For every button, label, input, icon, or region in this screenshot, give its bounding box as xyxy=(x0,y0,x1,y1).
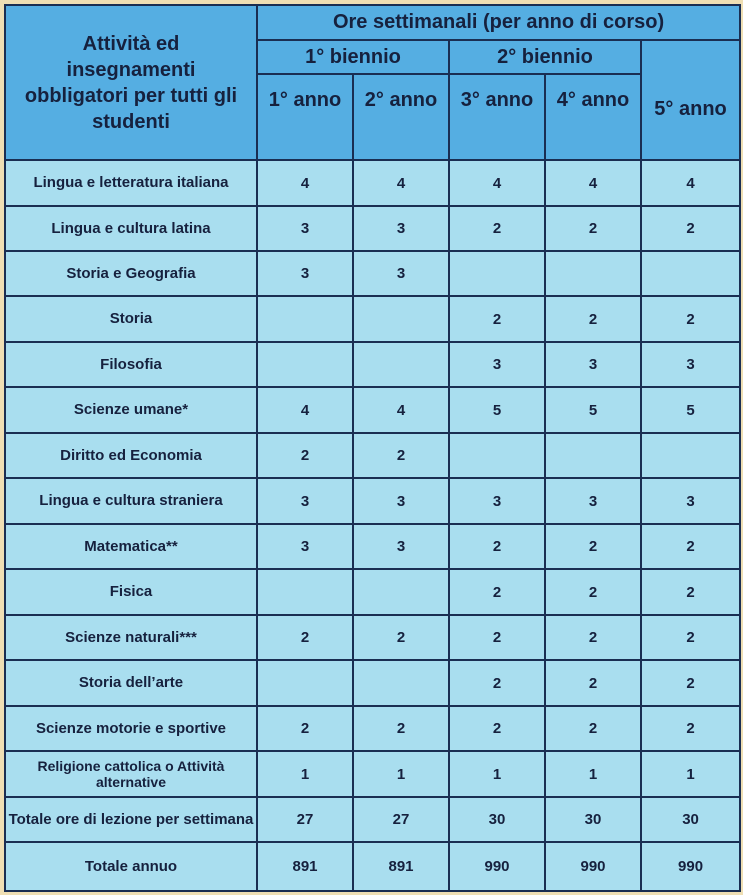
hours-cell-year-1 xyxy=(257,342,353,387)
hours-cell-year-4: 2 xyxy=(545,569,641,615)
weekly-hours-header: Ore settimanali (per anno di corso) xyxy=(257,5,740,40)
hours-cell-year-3 xyxy=(449,251,545,296)
table-row xyxy=(5,524,740,569)
subject-cell: Scienze motorie e sportive xyxy=(5,706,257,751)
biennio-2-header: 2° biennio xyxy=(449,40,641,74)
hours-cell-year-3: 3 xyxy=(449,478,545,524)
subject-cell: Religione cattolica o Attività alternative xyxy=(5,751,257,797)
hours-cell-year-1 xyxy=(257,296,353,342)
hours-cell-year-5: 2 xyxy=(641,206,740,251)
hours-cell-year-5 xyxy=(641,433,740,478)
hours-cell-year-2: 4 xyxy=(353,160,449,206)
hours-cell-year-5: 2 xyxy=(641,660,740,706)
table-row xyxy=(5,478,740,524)
subject-cell: Totale annuo xyxy=(5,842,257,891)
hours-cell-year-4: 3 xyxy=(545,478,641,524)
hours-cell-year-1: 2 xyxy=(257,615,353,660)
table-row xyxy=(5,433,740,478)
table-row xyxy=(5,569,740,615)
hours-cell-year-3: 3 xyxy=(449,342,545,387)
hours-cell-year-1: 27 xyxy=(257,797,353,842)
year-3-header: 3° anno xyxy=(449,74,545,160)
hours-cell-year-5: 1 xyxy=(641,751,740,797)
hours-cell-year-3: 2 xyxy=(449,569,545,615)
hours-cell-year-3: 2 xyxy=(449,206,545,251)
table-row xyxy=(5,251,740,296)
table-row xyxy=(5,660,740,706)
corner-header-text: Attività ed insegnamenti obbligatori per tutti gli studenti xyxy=(24,32,238,133)
year-2-header: 2° anno xyxy=(353,74,449,160)
table-row xyxy=(5,342,740,387)
subject-cell: Storia xyxy=(5,296,257,342)
hours-cell-year-3: 2 xyxy=(449,524,545,569)
hours-cell-year-4: 5 xyxy=(545,387,641,433)
hours-cell-year-4: 2 xyxy=(545,615,641,660)
hours-cell-year-3: 2 xyxy=(449,615,545,660)
table-row xyxy=(5,706,740,751)
hours-cell-year-2: 3 xyxy=(353,478,449,524)
hours-cell-year-1: 1 xyxy=(257,751,353,797)
table-row xyxy=(5,751,740,797)
hours-cell-year-2 xyxy=(353,660,449,706)
table-row xyxy=(5,387,740,433)
subject-cell: Scienze umane* xyxy=(5,387,257,433)
table-row xyxy=(5,160,740,206)
hours-cell-year-2: 2 xyxy=(353,706,449,751)
hours-cell-year-5: 2 xyxy=(641,706,740,751)
year-5-header: 5° anno xyxy=(641,40,740,160)
hours-cell-year-1: 3 xyxy=(257,251,353,296)
subject-cell: Scienze naturali*** xyxy=(5,615,257,660)
hours-cell-year-5: 2 xyxy=(641,296,740,342)
hours-cell-year-5: 2 xyxy=(641,524,740,569)
hours-cell-year-5: 5 xyxy=(641,387,740,433)
hours-cell-year-4: 990 xyxy=(545,842,641,891)
subject-cell: Lingua e letteratura italiana xyxy=(5,160,257,206)
hours-cell-year-4: 1 xyxy=(545,751,641,797)
hours-cell-year-4: 3 xyxy=(545,342,641,387)
hours-cell-year-1: 3 xyxy=(257,524,353,569)
hours-cell-year-4 xyxy=(545,251,641,296)
subject-cell: Totale ore di lezione per settimana xyxy=(5,797,257,842)
hours-cell-year-3: 30 xyxy=(449,797,545,842)
hours-cell-year-3: 4 xyxy=(449,160,545,206)
subject-cell: Lingua e cultura straniera xyxy=(5,478,257,524)
year-4-header: 4° anno xyxy=(545,74,641,160)
hours-cell-year-5: 2 xyxy=(641,615,740,660)
hours-cell-year-5: 3 xyxy=(641,478,740,524)
hours-cell-year-4: 2 xyxy=(545,660,641,706)
hours-cell-year-5: 30 xyxy=(641,797,740,842)
hours-cell-year-2: 27 xyxy=(353,797,449,842)
subject-cell: Lingua e cultura latina xyxy=(5,206,257,251)
subject-cell: Storia dell’arte xyxy=(5,660,257,706)
hours-cell-year-1 xyxy=(257,569,353,615)
hours-cell-year-4: 2 xyxy=(545,524,641,569)
table-row xyxy=(5,206,740,251)
year-1-header: 1° anno xyxy=(257,74,353,160)
curriculum-table xyxy=(4,4,741,892)
hours-cell-year-4 xyxy=(545,433,641,478)
biennio-1-header: 1° biennio xyxy=(257,40,449,74)
hours-cell-year-2: 4 xyxy=(353,387,449,433)
hours-cell-year-3: 2 xyxy=(449,706,545,751)
hours-cell-year-1: 3 xyxy=(257,206,353,251)
hours-cell-year-5 xyxy=(641,251,740,296)
hours-cell-year-5: 990 xyxy=(641,842,740,891)
table-row xyxy=(5,797,740,842)
hours-cell-year-1 xyxy=(257,660,353,706)
table-row xyxy=(5,842,740,891)
hours-cell-year-4: 2 xyxy=(545,296,641,342)
subject-cell: Fisica xyxy=(5,569,257,615)
hours-cell-year-2 xyxy=(353,342,449,387)
hours-cell-year-2: 891 xyxy=(353,842,449,891)
hours-cell-year-4: 4 xyxy=(545,160,641,206)
hours-cell-year-3: 2 xyxy=(449,296,545,342)
subject-cell: Storia e Geografia xyxy=(5,251,257,296)
hours-cell-year-5: 4 xyxy=(641,160,740,206)
table-head xyxy=(5,5,740,160)
hours-cell-year-1: 2 xyxy=(257,433,353,478)
table-body xyxy=(5,160,740,891)
hours-cell-year-2 xyxy=(353,296,449,342)
hours-cell-year-5: 2 xyxy=(641,569,740,615)
hours-cell-year-3: 5 xyxy=(449,387,545,433)
subject-cell: Filosofia xyxy=(5,342,257,387)
table-row xyxy=(5,296,740,342)
corner-header-cell xyxy=(5,5,257,160)
subject-cell: Diritto ed Economia xyxy=(5,433,257,478)
hours-cell-year-4: 30 xyxy=(545,797,641,842)
subject-cell: Matematica** xyxy=(5,524,257,569)
hours-cell-year-1: 2 xyxy=(257,706,353,751)
table-row xyxy=(5,615,740,660)
hours-cell-year-2: 2 xyxy=(353,433,449,478)
hours-cell-year-2: 2 xyxy=(353,615,449,660)
hours-cell-year-2 xyxy=(353,569,449,615)
hours-cell-year-3: 2 xyxy=(449,660,545,706)
hours-cell-year-2: 3 xyxy=(353,206,449,251)
hours-cell-year-3 xyxy=(449,433,545,478)
hours-cell-year-2: 3 xyxy=(353,251,449,296)
hours-cell-year-1: 4 xyxy=(257,160,353,206)
hours-cell-year-1: 4 xyxy=(257,387,353,433)
hours-cell-year-3: 990 xyxy=(449,842,545,891)
hours-cell-year-2: 1 xyxy=(353,751,449,797)
hours-cell-year-5: 3 xyxy=(641,342,740,387)
hours-cell-year-3: 1 xyxy=(449,751,545,797)
hours-cell-year-1: 3 xyxy=(257,478,353,524)
hours-cell-year-4: 2 xyxy=(545,206,641,251)
hours-cell-year-2: 3 xyxy=(353,524,449,569)
hours-cell-year-1: 891 xyxy=(257,842,353,891)
hours-cell-year-4: 2 xyxy=(545,706,641,751)
